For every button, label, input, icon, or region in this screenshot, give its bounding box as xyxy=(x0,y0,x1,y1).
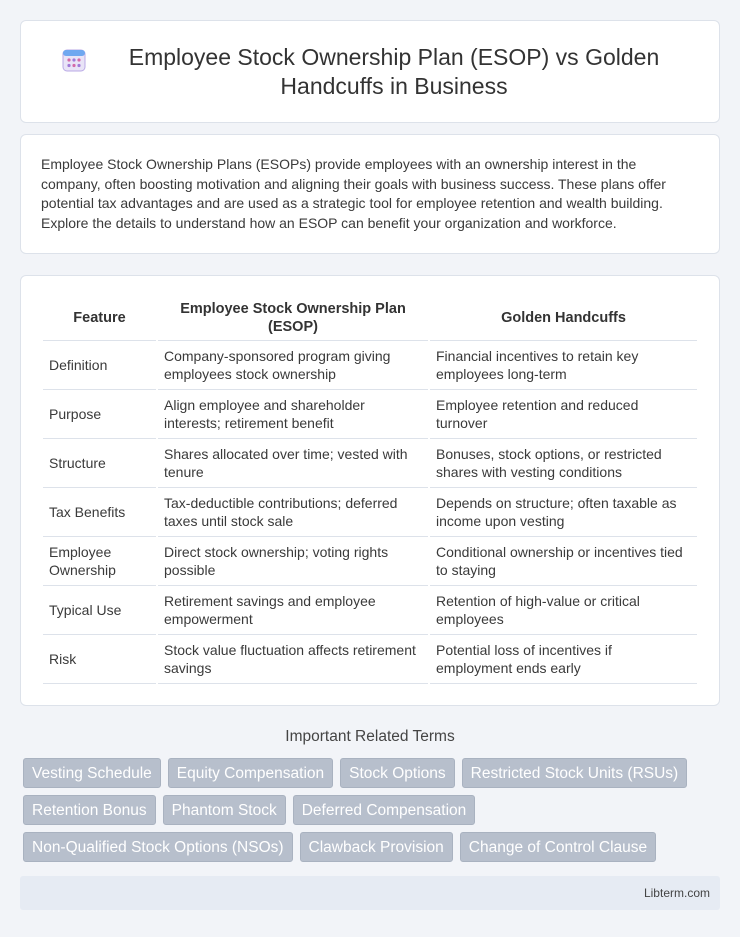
related-terms-list xyxy=(20,758,720,862)
related-term-tag[interactable]: Phantom Stock xyxy=(163,795,286,825)
page-title: Employee Stock Ownership Plan (ESOP) vs Golden Handcuffs in Business xyxy=(128,43,660,99)
related-terms-title: Important Related Terms xyxy=(285,728,455,745)
table-row xyxy=(43,390,697,439)
row-esop: Shares allocated over time; vested with tenure xyxy=(158,439,428,488)
table-row xyxy=(43,341,697,390)
title-card xyxy=(20,20,720,123)
row-golden-handcuffs: Potential loss of incentives if employment ends early xyxy=(430,635,697,684)
row-golden-handcuffs: Retention of high-value or critical employees xyxy=(430,586,697,635)
row-golden-handcuffs: Bonuses, stock options, or restricted shares with vesting conditions xyxy=(430,439,697,488)
intro-text: Employee Stock Ownership Plans (ESOPs) provide employees with an ownership interest in the company, often boosting motivation and aligning their goals with business success. These plans offer potential tax advantages and are used as a strategic tool for employee retention and wealth building. Explore the details to understand how an ESOP can benefit your organization and workforce. xyxy=(41,156,666,231)
header-golden-handcuffs: Golden Handcuffs xyxy=(430,296,697,341)
row-golden-handcuffs: Financial incentives to retain key employees long-term xyxy=(430,341,697,390)
comparison-table xyxy=(41,296,699,684)
row-esop: Company-sponsored program giving employees stock ownership xyxy=(158,341,428,390)
row-golden-handcuffs: Depends on structure; often taxable as income upon vesting xyxy=(430,488,697,537)
row-feature: Tax Benefits xyxy=(43,488,156,537)
table-row xyxy=(43,537,697,586)
table-header-row xyxy=(43,296,697,341)
intro-card xyxy=(20,134,720,254)
row-golden-handcuffs: Conditional ownership or incentives tied to staying xyxy=(430,537,697,586)
row-esop: Tax-deductible contributions; deferred taxes until stock sale xyxy=(158,488,428,537)
footer-brand-link[interactable]: Libterm.com xyxy=(643,886,710,900)
row-feature: Purpose xyxy=(43,390,156,439)
calendar-icon xyxy=(61,47,87,73)
table-row xyxy=(43,439,697,488)
comparison-table-card xyxy=(20,275,720,706)
related-term-tag[interactable]: Vesting Schedule xyxy=(23,758,161,788)
row-esop: Retirement savings and employee empowerment xyxy=(158,586,428,635)
header-esop: Employee Stock Ownership Plan (ESOP) xyxy=(158,296,428,341)
related-term-tag[interactable]: Restricted Stock Units (RSUs) xyxy=(462,758,688,788)
table-row xyxy=(43,635,697,684)
row-feature: Typical Use xyxy=(43,586,156,635)
row-feature: Definition xyxy=(43,341,156,390)
related-term-tag[interactable]: Retention Bonus xyxy=(23,795,156,825)
related-term-tag[interactable]: Non-Qualified Stock Options (NSOs) xyxy=(23,832,293,862)
related-term-tag[interactable]: Deferred Compensation xyxy=(293,795,476,825)
table-row xyxy=(43,488,697,537)
related-term-tag[interactable]: Change of Control Clause xyxy=(460,832,656,862)
related-term-tag[interactable]: Equity Compensation xyxy=(168,758,333,788)
row-esop: Stock value fluctuation affects retirement savings xyxy=(158,635,428,684)
header-feature: Feature xyxy=(43,296,156,341)
row-feature: Risk xyxy=(43,635,156,684)
related-term-tag[interactable]: Stock Options xyxy=(340,758,455,788)
related-term-tag[interactable]: Clawback Provision xyxy=(300,832,453,862)
row-feature: Structure xyxy=(43,439,156,488)
footer xyxy=(20,876,720,910)
title-wrap xyxy=(61,43,679,101)
row-esop: Direct stock ownership; voting rights possible xyxy=(158,537,428,586)
row-esop: Align employee and shareholder interests; retirement benefit xyxy=(158,390,428,439)
table-row xyxy=(43,586,697,635)
row-golden-handcuffs: Employee retention and reduced turnover xyxy=(430,390,697,439)
row-feature: Employee Ownership xyxy=(43,537,156,586)
